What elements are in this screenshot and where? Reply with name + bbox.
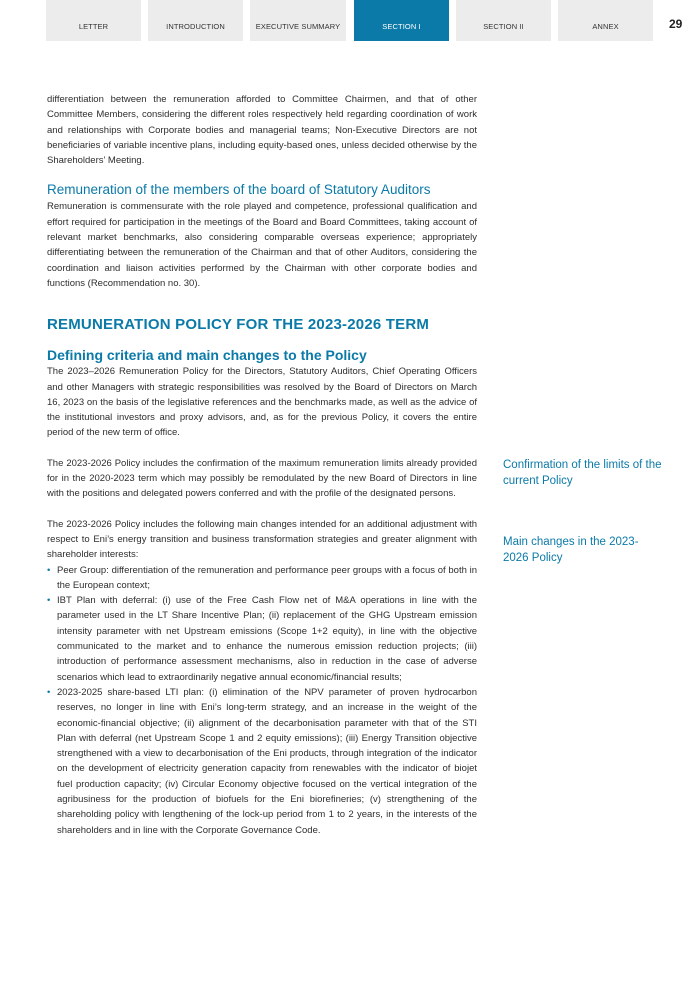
policy-paragraph-3: The 2023-2026 Policy includes the following main changes intended for an additional adjustment with respect to Eni’s energy transition and business transformation strategies and greater alignment with shareholder interests: — [47, 518, 477, 561]
tab-letter[interactable]: LETTER — [46, 0, 141, 41]
tab-section-i[interactable]: SECTION I — [354, 0, 449, 41]
main-content — [47, 92, 477, 838]
auditors-heading: Remuneration of the members of the board of Statutory Auditors — [47, 182, 431, 198]
sidebar-note-limits: Confirmation of the limits of the current Policy — [503, 459, 662, 487]
tab-annex[interactable]: ANNEX — [558, 0, 653, 41]
policy-subheading: Defining criteria and main changes to the Policy — [47, 347, 367, 364]
intro-paragraph: differentiation between the remuneration afforded to Committee Chairmen, and that of other Committee Members, considering the different roles respectively held regarding coordination of work and relationships with Corporate bodies and managerial teams; Non-Executive Directors are not beneficiaries of variable incentive plans, including equity-based ones, unless decided otherwise by the Shareholders’ Meeting. — [47, 94, 477, 167]
policy-paragraph-1: The 2023–2026 Remuneration Policy for the Directors, Statutory Auditors, Chief Operating Officers and other Managers with strategic responsibilities was resolved by the Board of Directors on March 16, 2023 on the basis of the legislative references and the benchmarks made, as well as the advice of the institutional investors and proxy advisors, and, as for the previous Policy, it covers the entire period of the new term of office. — [47, 366, 477, 439]
auditors-paragraph: Remuneration is commensurate with the role played and competence, professional qualification and effort required for participation in the meetings of the Board and Board Committees, taking account of relevant market benchmarks, also considering comparable overseas experience; appropriately differentiating between the remuneration of the Chairman and that of other Auditors, considering the coordination and liaison activities performed by the Chairman with other corporate bodies and functions (Recommendation no. 30). — [47, 201, 477, 289]
bullet-icon: • — [47, 686, 51, 698]
list-item: • IBT Plan with deferral: (i) use of the Free Cash Flow net of M&A operations in line with the parameter used in the LT Share Incentive Plan; (ii) replacement of the GHG Upstream emission intensity parameter with net Upstream emissions (Scope 1+2 equity), in line with the objective communicated to the market and to enhance the numerous emission reduction projects; (iii) introduction of performance assessment mechanisms, also in reduction in the case of adverse scenarios which lead to extraordinarily negative annual economic/financial results; — [47, 595, 477, 683]
tab-section-ii[interactable]: SECTION II — [456, 0, 551, 41]
tab-executive-summary[interactable]: EXECUTIVE SUMMARY — [250, 0, 346, 41]
sidebar-note-changes: Main changes in the 2023-2026 Policy — [503, 536, 639, 564]
policy-paragraph-2: The 2023-2026 Policy includes the confirmation of the maximum remuneration limits already provided for in the 2020-2023 term which may possibly be remodulated by the new Board of Directors in line with the positions and delegated powers conferred and with the profile of the designated persons. — [47, 457, 477, 500]
list-item: • Peer Group: differentiation of the remuneration and performance peer groups with a focus of both in the European context; — [47, 564, 477, 591]
list-item: • 2023-2025 share-based LTI plan: (i) elimination of the NPV parameter of proven hydrocarbon reserves, no longer in line with Eni’s long-term strategy, and an increase in the weight of the economic-financial objective; (ii) alignment of the decarbonisation parameter with that of the STI Plan with deferral (net Upstream Scope 1 and 2 equity emissions); (iii) Energy Transition objective strengthened with a view to decarbonisation of the Eni products, through integration of the indicator on the development of electricity generation capacity from renewables with the indicator of biojet fuel production capacity; (iv) Circular Economy objective focused on the vertical integration of the agribusiness for the production of biofuels for the Eni biorefineries; (v) strengthening of the shareholding policy with lengthening of the lock-up period from 1 to 2 years, in the interests of the shareholders and in line with the Corporate Governance Code. — [47, 686, 477, 836]
section-title: REMUNERATION POLICY FOR THE 2023-2026 TERM — [47, 316, 430, 334]
bullet-icon: • — [47, 595, 51, 607]
page-number: 29 — [669, 17, 683, 31]
tab-introduction[interactable]: INTRODUCTION — [148, 0, 243, 41]
bullet-icon: • — [47, 564, 51, 576]
changes-list — [47, 563, 477, 838]
